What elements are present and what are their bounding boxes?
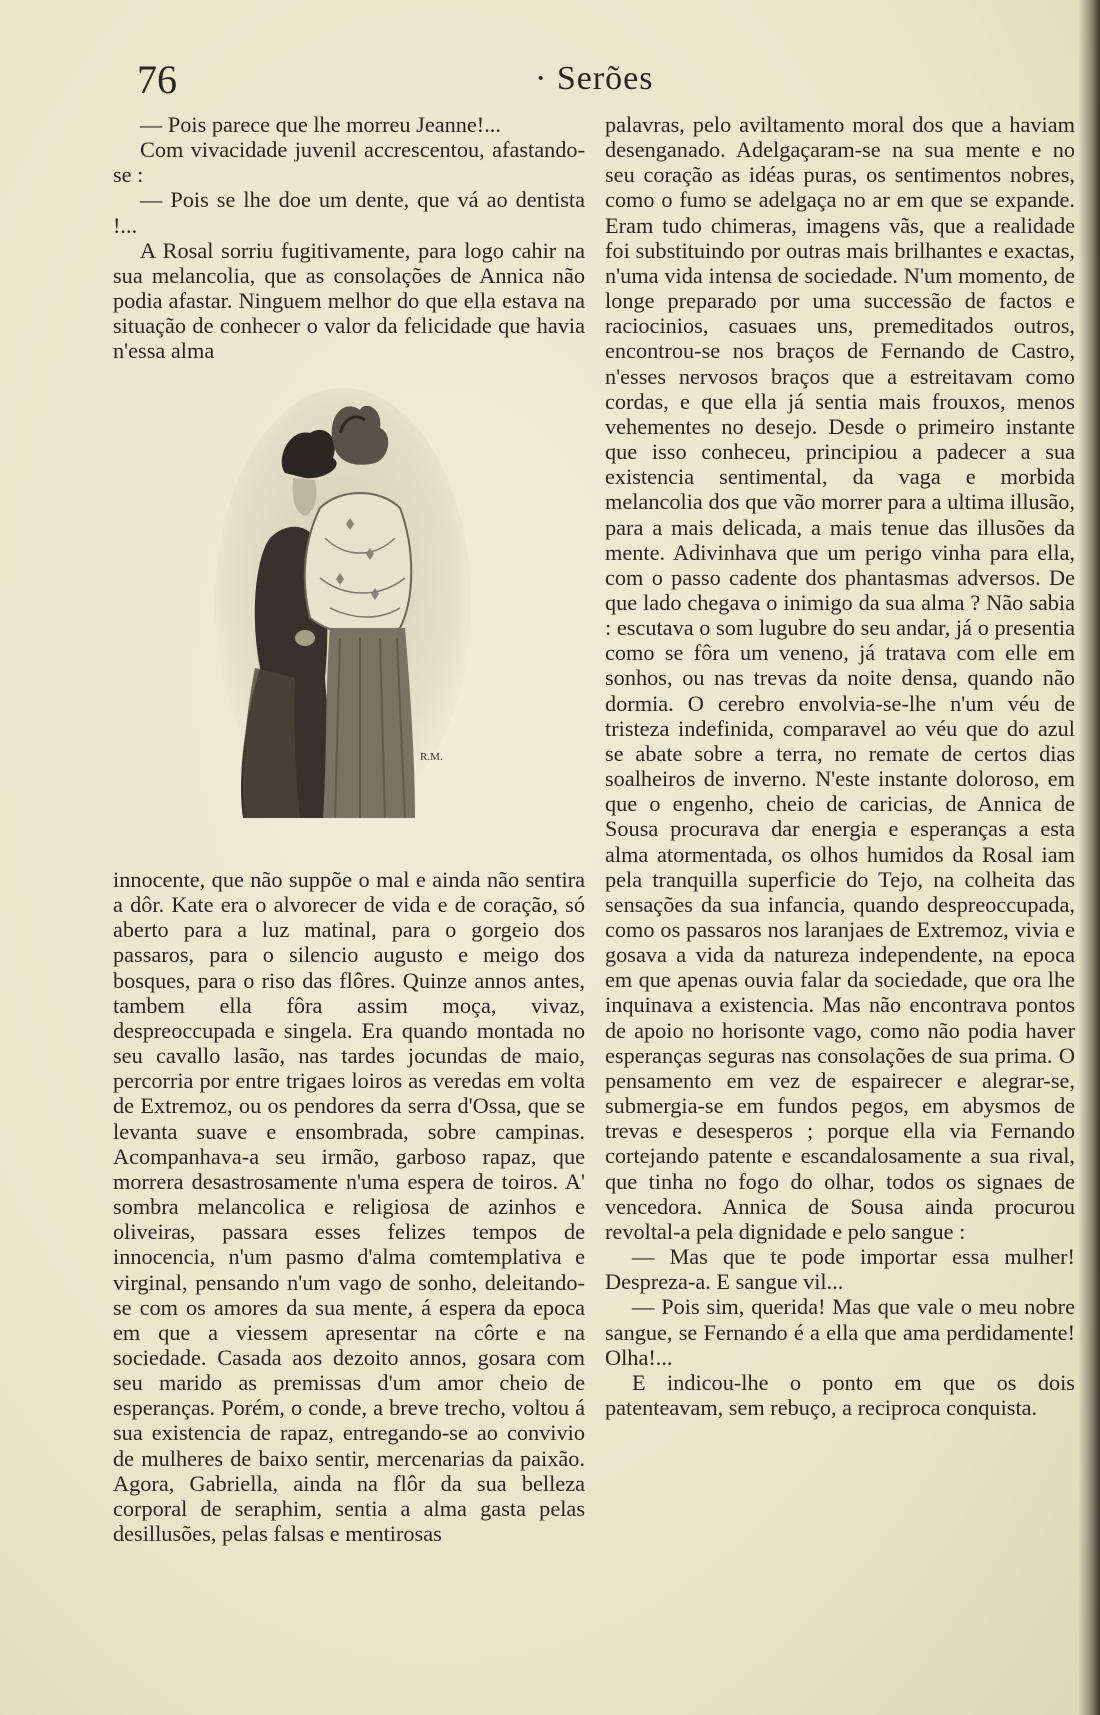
left-column-top [113,112,585,364]
paragraph: — Pois parece que lhe morreu Jeanne!... [140,112,501,137]
right-column [605,112,1075,1420]
paragraph: E indicou-lhe o ponto em que os dois patenteavam, sem rebuço, a reciproca conquista. [605,1369,1075,1420]
paragraph: — Mas que te pode importar essa mulher! Despreza-a. E sangue vil... [605,1244,1075,1295]
illustration-signature: R.M. [420,751,443,763]
running-head-title: · Serões [535,60,654,97]
left-column-bottom [113,867,585,1546]
paragraph: A Rosal sorriu fugitivamente, para logo cahir na sua melancolia, que as consolações de Annica não podia afastar. Ninguem melhor do que ella estava na situação de conhecer o valor da felicidade que havia n'essa alma [113,237,585,364]
paragraph: — Pois sim, querida! Mas que vale o meu nobre sangue, se Fernando é a ella que ama perdidamente! Olha!... [605,1294,1075,1370]
paragraph: innocente, que não suppõe o mal e ainda não sentira a dôr. Kate era o alvorecer de vida e de coração, só aberto para a luz matinal, para o gorgeio dos passaros, para o silencio augusto e meigo dos bosques, para o riso das flôres. Quinze annos antes, tambem ella fôra assim moça, vivaz, despreoccupada e singela. Era quando montada no seu cavallo lasão, nas tardes jocundas de maio, percorria por entre trigaes loiros as veredas em volta de Extremoz, ou os pendores da serra d'Ossa, que se levanta suave e ensombrada, sobre campinas. Acompanhava-a seu irmão, garboso rapaz, que morrera desastrosamente n'uma espera de toiros. A' sombra melancolica e religiosa de azinhos e oliveiras, passara esses felizes tempos de innocencia, n'um pasmo d'alma comtemplativa e virginal, pensando n'um vago de sonho, deleitando-se com os amores da sua mente, á espera da epoca em que a viessem apresentar na côrte e na sociedade. Casada aos dezoito annos, gosara com seu marido as premissas d'um amor cheio de esperanças. Porém, o conde, a breve trecho, voltou á sua existencia de rapaz, entregando-se ao convivio de mulheres de baixo sentir, mercenarias da paixão. Agora, Gabriella, ainda na flôr da sua belleza corporal de seraphim, sentia a alma gasta pelas desillusões, pelas falsas e mentirosas [113,867,585,1547]
page-number: 76 [137,57,177,102]
page-edge-shadow [1078,0,1100,1715]
paragraph: Com vivacidade juvenil accrescentou, afastando-se : [113,137,585,188]
illustration-two-women [215,388,470,823]
paragraph: palavras, pelo aviltamento moral dos que a haviam desenganado. Adelgaçaram-se na sua mente e no seu coração as idéas puras, os sentimentos nobres, como o fumo se adelgaça no ar em que se expande. Eram tudo chimeras, imagens vãs, que a realidade foi substituindo por outras mais brilhantes e exactas, n'uma vida intensa de sociedade. N'um momento, de longe preparado por uma successão de factos e raciocinios, casuaes uns, premeditados outros, encontrou-se nos braços de Fernando de Castro, n'esses nervosos braços que a estreitavam como cordas, e que ella já sentia mais frouxos, menos vehementes no desejo. Desde o primeiro instante que isso conheceu, principiou a padecer a sua existencia sentimental, da vaga e morbida melancolia dos que vão morrer para a ultima illusão, para a mais delicada, a mais tenue das illusões da mente. Adivinhava que um perigo vinha para ella, com o passo cadente dos phantasmas adversos. De que lado chegava o inimigo da sua alma ? Não sabia : escutava o som lugubre do seu andar, já o presentia como se fôra um veneno, já tratava com elle em sonhos, ou nas trevas da noite densa, quando não dormia. O cerebro envolvia-se-lhe n'um véu de tristeza indefinida, comparavel ao véu que do azul se abate sobre a terra, no remate de certos dias soalheiros de inverno. N'este instante doloroso, em que o engenho, cheio de caricias, de Annica de Sousa procurava dar energia e esperanças a esta alma atormentada, os olhos humidos da Rosal iam pela tranquilla superficie do Tejo, na colheita das sensações da sua infancia, quando despreoccupada, como os passaros nos laranjaes de Extremoz, vivia e gosava a vida da natureza independente, na epoca em que apenas ouvia falar da sociedade, que ora lhe inquinava a existencia. Mas não encontrava pontos de apoio no horisonte vago, como não podia haver esperanças seguras nas consolações de sua prima. O pensamento em vez de espairecer e alegrar-se, submergia-se em fundos pegos, em abysmos de trevas e desesperos ; porque ella via Fernando cortejando patente e escandalosamente a sua rival, que tinha no fogo do olhar, todos os signaes de vencedora. Annica de Sousa ainda procurou revoltal-a pela dignidade e pelo sangue : [605,112,1075,1244]
paragraph: — Pois se lhe doe um dente, que vá ao dentista !... [113,187,585,238]
